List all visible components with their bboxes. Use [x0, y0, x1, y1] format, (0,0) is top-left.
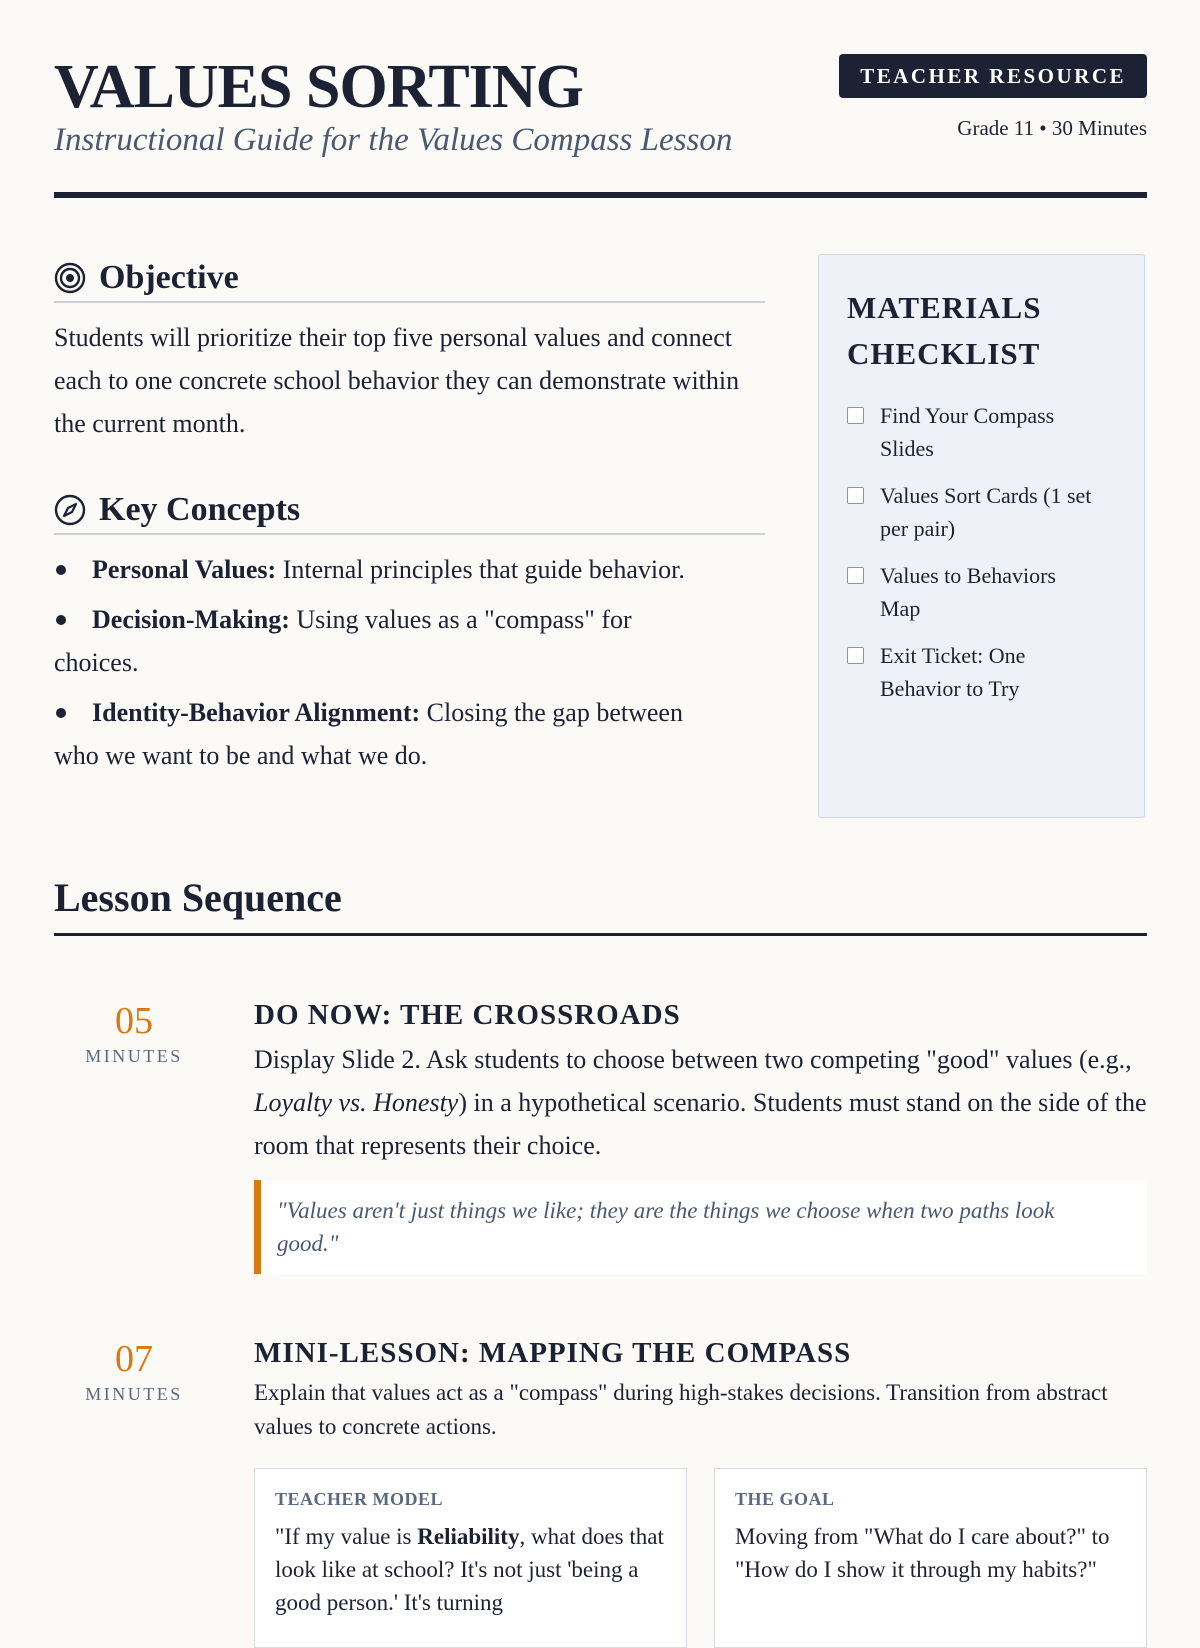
target-icon [54, 262, 86, 294]
checklist-item[interactable] [847, 479, 1100, 545]
step-title: DO NOW: THE CROSSROADS [254, 999, 681, 1031]
concept-term: Identity-Behavior Alignment: [92, 698, 421, 727]
card-label: THE GOAL [735, 1489, 835, 1509]
page-subtitle: Instructional Guide for the Values Compass Lesson [54, 122, 733, 158]
checklist-item[interactable] [847, 639, 1100, 705]
key-concepts-heading [54, 490, 765, 535]
key-concepts-heading-text: Key Concepts [99, 491, 301, 528]
step-minutes: 07 [115, 1338, 153, 1380]
concept-definition: Closing the gap between who we want to be and what we do. [54, 698, 683, 770]
list-item [54, 691, 704, 777]
bullet-icon [56, 615, 66, 625]
concept-definition: Internal principles that guide behavior. [276, 555, 685, 584]
teacher-resource-badge: TEACHER RESOURCE [839, 54, 1147, 98]
objective-heading [54, 258, 765, 303]
checkbox[interactable] [847, 647, 864, 664]
concept-term: Personal Values: [92, 555, 277, 584]
card-text-part: "If my value is [275, 1524, 418, 1549]
materials-heading: MATERIALS CHECKLIST [847, 290, 1042, 371]
card-text [275, 1520, 666, 1619]
step-duration [54, 1002, 214, 1067]
checkbox[interactable] [847, 407, 864, 424]
checklist-label: Values to Behaviors Map [880, 563, 1056, 621]
step-body-text: ) in a hypothetical scenario. Students must stand on the side of the room that represents their choice. [254, 1088, 1147, 1160]
checklist-label: Exit Ticket: One Behavior to Try [880, 643, 1026, 701]
lesson-sequence-divider [54, 933, 1147, 936]
step-minutes-unit: MINUTES [85, 1384, 183, 1404]
page-header [54, 52, 1147, 202]
card-text-part: , what does that look like at school? It's not just 'being a good person.' It's turning [275, 1524, 664, 1615]
step-body: Explain that values act as a "compass" during high-stakes decisions. Transition from abstract values to concrete actions. [254, 1380, 1108, 1439]
compass-icon [54, 494, 86, 526]
step-body-emphasis: Loyalty vs. Honesty [254, 1088, 459, 1117]
goal-card [714, 1468, 1147, 1648]
list-item [54, 548, 704, 591]
teacher-model-card [254, 1468, 687, 1648]
objective-heading-text: Objective [99, 259, 239, 296]
grade-duration-meta: Grade 11 • 30 Minutes [957, 116, 1147, 140]
step-body-text: Display Slide 2. Ask students to choose between two competing "good" values (e.g., [254, 1045, 1132, 1074]
bullet-icon [56, 565, 66, 575]
step-title: MINI-LESSON: MAPPING THE COMPASS [254, 1337, 852, 1369]
checklist-item[interactable] [847, 399, 1100, 465]
step-body [254, 1038, 1147, 1167]
step-quote: "Values aren't just things we like; they are the things we choose when two paths look good." [254, 1180, 1147, 1274]
page-title: VALUES SORTING [54, 53, 583, 121]
card-label: TEACHER MODEL [275, 1489, 444, 1509]
step-minutes: 05 [115, 1000, 153, 1042]
checklist-item[interactable] [847, 559, 1100, 625]
objective-text: Students will prioritize their top five personal values and connect each to one concrete school behavior they can demonstrate within the current month. [54, 323, 740, 438]
checkbox[interactable] [847, 487, 864, 504]
checklist-label: Values Sort Cards (1 set per pair) [880, 483, 1092, 541]
concept-definition: Using values as a "compass" for choices. [54, 605, 632, 677]
concept-term: Decision-Making: [92, 605, 290, 634]
lesson-sequence-heading: Lesson Sequence [54, 875, 342, 920]
checkbox[interactable] [847, 567, 864, 584]
key-concepts-list [54, 548, 704, 784]
materials-checklist [818, 254, 1145, 818]
step-minutes-unit: MINUTES [85, 1046, 183, 1066]
card-text-strong: Reliability [417, 1524, 520, 1549]
card-text: Moving from "What do I care about?" to "How do I show it through my habits?" [735, 1524, 1110, 1582]
step-duration [54, 1340, 214, 1405]
header-divider [54, 192, 1147, 198]
checklist-label: Find Your Compass Slides [880, 403, 1055, 461]
list-item [54, 598, 704, 684]
bullet-icon [56, 708, 66, 718]
